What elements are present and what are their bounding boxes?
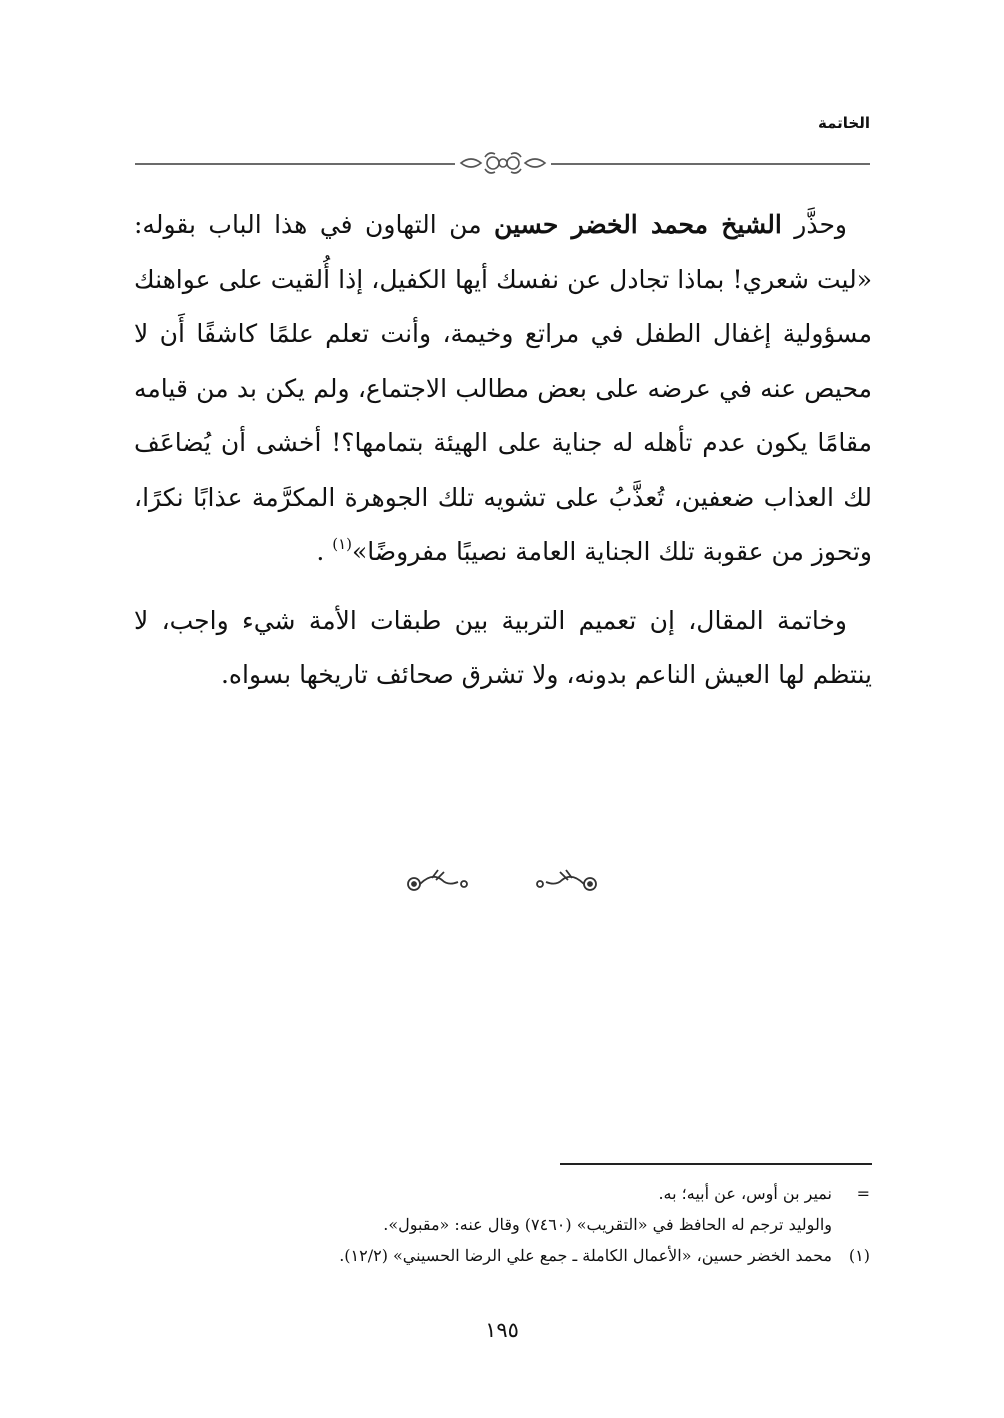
footnote-marker: =	[856, 1184, 870, 1203]
para1-text-end: .	[316, 537, 325, 566]
paragraph-2	[134, 594, 872, 703]
footnote-separator	[560, 1163, 872, 1165]
body-text	[134, 198, 872, 703]
footnote-continuation	[135, 1209, 870, 1240]
para1-text-start: وحذَّر	[781, 210, 847, 239]
running-head: الخاتمة	[817, 114, 870, 132]
bold-name: الشيخ محمد الخضر حسين	[494, 210, 782, 239]
header-ornament-icon	[455, 149, 551, 177]
paragraph-1	[134, 198, 872, 580]
footnotes	[135, 1178, 870, 1271]
para2-text: وخاتمة المقال، إن تعميم التربية بين طبقات الأمة شيء واجب، لا ينتظم لها العيش الناعم بدونه، ولا تشرق صحائف تاريخها بسواه.	[134, 605, 872, 689]
footnote-text: نمير بن أوس، عن أبيه؛ به.	[658, 1184, 832, 1203]
page-number: ١٩٥	[485, 1318, 519, 1342]
footnote-text: محمد الخضر حسين، «الأعمال الكاملة ـ جمع علي الرضا الحسيني» (١٢/٢).	[339, 1246, 832, 1265]
footnote-continuation	[135, 1178, 870, 1209]
para1-text-body: من التهاون في هذا الباب بقوله: «ليت شعري! بماذا تجادل عن نفسك أيها الكفيل، إذا أُلقيت على عواهنك مسؤولية إغفال الطفل في مراتع وخيمة، وأنت تعلم علمًا كاشفًا أَن لا محيص عنه في عرضه على بعض مطالب الاجتماع، ولم يكن بد من قيامه مقامًا يكون عدم تأهله له جناية على الهيئة بتمامها؟! أخشى أن يُضاعَف لك العذاب ضعفين، تُعذَّبُ على تشويه تلك الجوهرة المكرَّمة عذابًا نكرًا، وتحوز من عقوبة تلك الجناية العامة نصيبًا مفروضًا»	[134, 210, 872, 566]
footnote-1	[135, 1240, 870, 1271]
footnote-text: والوليد ترجم له الحافظ في «التقريب» (٧٤٦٠) وقال عنه: «مقبول».	[383, 1215, 832, 1234]
footnote-marker: (١)	[848, 1246, 870, 1265]
section-end-ornament-icon	[402, 866, 602, 900]
footnote-reference[interactable]: (١)	[332, 534, 352, 553]
